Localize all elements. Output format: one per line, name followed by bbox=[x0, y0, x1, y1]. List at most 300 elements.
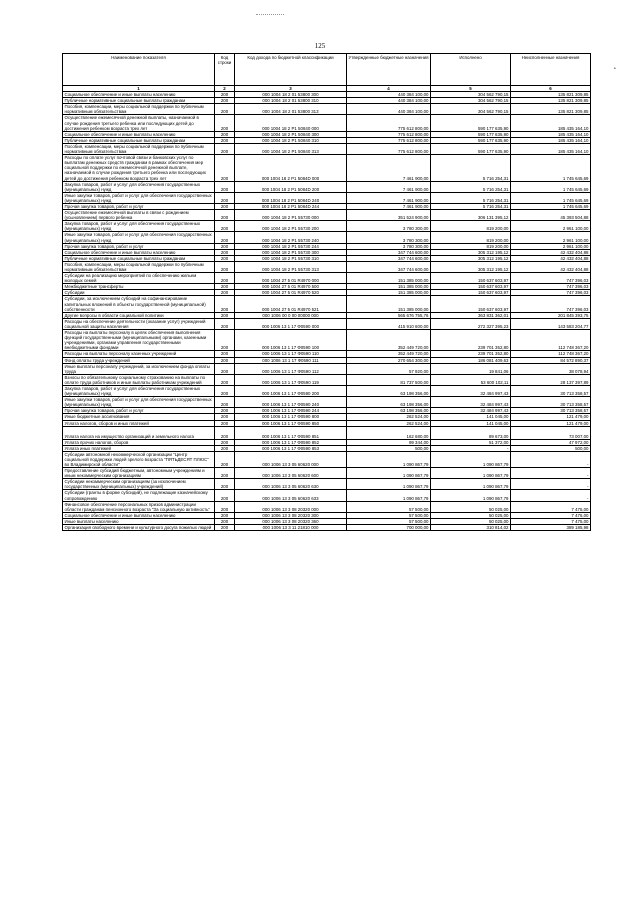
row-unexecuted: 30 713 358,57 bbox=[511, 408, 591, 414]
row-approved: 63 198 356,00 bbox=[347, 408, 431, 414]
row-executed: 239 701 352,80 bbox=[431, 330, 511, 351]
row-line-code: 200 bbox=[215, 232, 235, 243]
row-name: Закупка товаров, работ и услуг для обеспечения государственных (муниципальных) нужд bbox=[63, 221, 215, 232]
row-line-code: 200 bbox=[215, 426, 235, 439]
row-line-code: 200 bbox=[215, 363, 235, 374]
row-unexecuted: 185 435 164,10 bbox=[511, 115, 591, 131]
row-name: Публичные нормативные социальные выплаты гражданам bbox=[63, 255, 215, 261]
row-name: Пособия, компенсации, меры социальной поддержки по публичным нормативным обязательствам bbox=[63, 143, 215, 154]
row-executed: 50 025,00 bbox=[431, 512, 511, 518]
row-unexecuted: 73 007,00 bbox=[511, 426, 591, 439]
header-unexecuted: Неисполненные назначения bbox=[511, 54, 591, 86]
col-number: 5 bbox=[431, 86, 511, 92]
row-line-code: 200 bbox=[215, 518, 235, 524]
row-unexecuted: 1 745 645,69 bbox=[511, 192, 591, 203]
table-row bbox=[63, 501, 591, 512]
row-unexecuted: 7 475,00 bbox=[511, 518, 591, 524]
row-name: Расходы на выплаты персоналу казенных учреждений bbox=[63, 351, 215, 357]
row-executed: 50 025,00 bbox=[431, 501, 511, 512]
row-executed: 1 090 867,79 bbox=[431, 479, 511, 490]
row-budget-code: 000 1006 13 1 17 Ф0590 119 bbox=[235, 374, 347, 385]
row-line-code: 200 bbox=[215, 525, 235, 531]
row-line-code: 200 bbox=[215, 92, 235, 98]
row-executed: 590 177 635,90 bbox=[431, 131, 511, 137]
row-approved: 3 780 300,00 bbox=[347, 243, 431, 249]
row-executed: 819 200,00 bbox=[431, 232, 511, 243]
row-budget-code: 000 1004 27 5 01 R4970 520 bbox=[235, 290, 347, 296]
row-line-code: 200 bbox=[215, 374, 235, 385]
row-approved: 270 654 300,00 bbox=[347, 357, 431, 363]
row-line-code: 200 bbox=[215, 143, 235, 154]
row-name: Иные выплаты персоналу учреждений, за исключением фонда оплаты труда bbox=[63, 363, 215, 374]
table-row bbox=[63, 363, 591, 374]
row-unexecuted: 747 396,03 bbox=[511, 296, 591, 312]
row-approved: 81 737 500,00 bbox=[347, 374, 431, 385]
header-name: Наименование показателя bbox=[63, 54, 215, 86]
row-budget-code: 000 1004 18 2 P1 50840 310 bbox=[235, 137, 347, 143]
row-approved: 500,00 bbox=[347, 445, 431, 451]
row-unexecuted: 185 435 164,10 bbox=[511, 137, 591, 143]
row-executed: 141 045,00 bbox=[431, 420, 511, 426]
row-approved: 775 612 800,00 bbox=[347, 131, 431, 137]
row-line-code: 200 bbox=[215, 261, 235, 272]
row-unexecuted: - bbox=[511, 490, 591, 501]
row-unexecuted: 7 475,00 bbox=[511, 501, 591, 512]
row-unexecuted: 38 078,94 bbox=[511, 363, 591, 374]
row-name: Межбюджетные трансферты bbox=[63, 284, 215, 290]
row-name: Субсидии на реализацию мероприятий по обеспечению жильем молодых семей bbox=[63, 273, 215, 284]
col-number: 6 bbox=[511, 86, 591, 92]
row-name: Прочая закупка товаров, работ и услуг bbox=[63, 408, 215, 414]
row-executed: 304 562 790,15 bbox=[431, 92, 511, 98]
row-line-code: 200 bbox=[215, 203, 235, 209]
row-budget-code: 000 1004 18 2 P1 5084D 244 bbox=[235, 203, 347, 209]
row-approved: 775 612 800,00 bbox=[347, 143, 431, 154]
row-approved: 57 500,00 bbox=[347, 518, 431, 524]
row-unexecuted: 143 583 204,77 bbox=[511, 318, 591, 329]
row-name: Закупка товаров, работ и услуг для обеспечения государственных (муниципальных) нужд bbox=[63, 385, 215, 396]
row-unexecuted: 185 435 164,10 bbox=[511, 131, 591, 137]
col-number: 2 bbox=[215, 86, 235, 92]
row-line-code: 200 bbox=[215, 131, 235, 137]
row-line-code: 200 bbox=[215, 408, 235, 414]
row-executed: 239 701 352,80 bbox=[431, 351, 511, 357]
row-line-code: 200 bbox=[215, 351, 235, 357]
row-approved: 99 344,00 bbox=[347, 439, 431, 445]
row-approved: 700 000,00 bbox=[347, 525, 431, 531]
row-approved: 1 090 867,79 bbox=[347, 479, 431, 490]
row-name: Расходы на выплаты персоналу в целях обеспечения выполнения функций государственными (муниципальными) органами, казенными учреждениями, органами управления государственными внебюджетными фондами bbox=[63, 330, 215, 351]
col-number: 1 bbox=[63, 86, 215, 92]
row-line-code: 200 bbox=[215, 439, 235, 445]
row-budget-code: 000 1006 13 3 05 60620 630 bbox=[235, 479, 347, 490]
row-executed: 53 600 102,11 bbox=[431, 374, 511, 385]
row-budget-code: 000 1004 18 2 01 53800 313 bbox=[235, 104, 347, 115]
row-approved: 151 385 000,00 bbox=[347, 284, 431, 290]
row-budget-code: 000 1006 13 1 17 Ф0590 240 bbox=[235, 397, 347, 408]
header-approved: Утвержденные бюджетные назначения bbox=[347, 54, 431, 86]
table-row bbox=[63, 296, 591, 312]
row-budget-code: 000 1006 13 1 17 Ф0590 100 bbox=[235, 330, 347, 351]
row-name: Организация свободного времени и культурного досуга пожилых людей bbox=[63, 525, 215, 531]
margin-mark: • bbox=[614, 66, 616, 72]
row-budget-code: 000 1004 27 5 01 R4970 521 bbox=[235, 296, 347, 312]
row-executed: 1 090 867,79 bbox=[431, 490, 511, 501]
row-unexecuted: 1 745 645,69 bbox=[511, 155, 591, 181]
row-unexecuted: 30 713 358,57 bbox=[511, 385, 591, 396]
row-executed: 310 814,02 bbox=[431, 525, 511, 531]
row-budget-code: 000 1004 18 2 P1 50840 000 bbox=[235, 115, 347, 131]
row-name: Уплата налогов, сборов и иных платежей bbox=[63, 420, 215, 426]
row-line-code: 200 bbox=[215, 243, 235, 249]
table-row bbox=[63, 451, 591, 467]
row-executed: 50 025,00 bbox=[431, 518, 511, 524]
table-row bbox=[63, 181, 591, 192]
row-budget-code: 000 1006 13 1 17 Ф0590 800 bbox=[235, 414, 347, 420]
row-name: Пособия, компенсации, меры социальной поддержки по публичным нормативным обязательствам bbox=[63, 104, 215, 115]
row-approved: 7 461 900,00 bbox=[347, 203, 431, 209]
row-approved: 440 384 100,00 bbox=[347, 98, 431, 104]
row-budget-code: 000 1006 13 1 17 Ф0590 110 bbox=[235, 351, 347, 357]
row-executed: 819 200,00 bbox=[431, 221, 511, 232]
table-row bbox=[63, 273, 591, 284]
row-budget-code: 000 1006 13 3 05 60620 600 bbox=[235, 468, 347, 479]
row-approved: 63 198 356,00 bbox=[347, 397, 431, 408]
row-unexecuted: 47 972,00 bbox=[511, 439, 591, 445]
col-number: 3 bbox=[235, 86, 347, 92]
row-line-code: 200 bbox=[215, 414, 235, 420]
row-budget-code: 000 1006 13 1 17 Ф0590 112 bbox=[235, 363, 347, 374]
row-name: Иные бюджетные ассигнования bbox=[63, 414, 215, 420]
row-unexecuted: 500,00 bbox=[511, 445, 591, 451]
table-row bbox=[63, 490, 591, 501]
row-executed: 5 716 254,31 bbox=[431, 192, 511, 203]
row-name: Фонд оплаты труда учреждений bbox=[63, 357, 215, 363]
row-executed: 590 177 635,90 bbox=[431, 137, 511, 143]
row-budget-code: 000 1004 18 2 01 53800 310 bbox=[235, 98, 347, 104]
table-row bbox=[63, 261, 591, 272]
row-name: Субсидии автономной некоммерческой организации "Центр социальной поддержки людей зрелого возраста "ПЯТЬДЕСЯТ ПЛЮС" во Владимирской области" bbox=[63, 451, 215, 467]
row-unexecuted: 2 961 100,00 bbox=[511, 221, 591, 232]
row-name: Пособия, компенсации, меры социальной поддержки по публичным нормативным обязательствам bbox=[63, 261, 215, 272]
row-line-code: 200 bbox=[215, 330, 235, 351]
row-approved: 347 744 600,00 bbox=[347, 261, 431, 272]
table-row bbox=[63, 155, 591, 181]
table-row bbox=[63, 221, 591, 232]
row-name: Субсидии (гранты в форме субсидий), не подлежащие казначейскому сопровождению bbox=[63, 490, 215, 501]
table-row bbox=[63, 192, 591, 203]
row-budget-code: 000 1004 18 2 P1 55730 200 bbox=[235, 221, 347, 232]
row-unexecuted: 112 748 367,20 bbox=[511, 330, 591, 351]
row-approved: 57 500,00 bbox=[347, 512, 431, 518]
row-line-code: 200 bbox=[215, 468, 235, 479]
table-row bbox=[63, 232, 591, 243]
row-approved: 3 780 300,00 bbox=[347, 221, 431, 232]
row-line-code: 200 bbox=[215, 290, 235, 296]
row-budget-code: 000 1006 13 3 08 20320 000 bbox=[235, 501, 347, 512]
row-executed: 32 484 997,43 bbox=[431, 385, 511, 396]
row-unexecuted: 185 435 164,10 bbox=[511, 143, 591, 154]
row-budget-code: 000 1006 13 3 05 60620 633 bbox=[235, 490, 347, 501]
table-row bbox=[63, 385, 591, 396]
row-budget-code: 000 1004 18 2 P1 5084D 240 bbox=[235, 192, 347, 203]
row-unexecuted: 7 475,00 bbox=[511, 512, 591, 518]
row-name: Осуществление ежемесячной денежной выплаты, назначаемой в случае рождения третьего ребенка или последующих детей до достижения ребенком возраста трех лет bbox=[63, 115, 215, 131]
row-executed: 89 673,00 bbox=[431, 426, 511, 439]
row-unexecuted: 121 479,00 bbox=[511, 414, 591, 420]
budget-table bbox=[62, 53, 591, 531]
table-row bbox=[63, 143, 591, 154]
row-unexecuted: 201 845 393,75 bbox=[511, 312, 591, 318]
row-name: Другие вопросы в области социальной политики bbox=[63, 312, 215, 318]
row-budget-code: 000 1004 18 2 P1 55730 240 bbox=[235, 232, 347, 243]
table-row bbox=[63, 397, 591, 408]
row-unexecuted: 112 748 367,20 bbox=[511, 351, 591, 357]
row-executed: 51 372,00 bbox=[431, 439, 511, 445]
row-name: Уплата налога на имущество организаций и земельного налога bbox=[63, 426, 215, 439]
row-approved: 162 680,00 bbox=[347, 426, 431, 439]
row-name: Публичные нормативные социальные выплаты гражданам bbox=[63, 98, 215, 104]
row-line-code: 200 bbox=[215, 445, 235, 451]
row-name: Расходы по оплате услуг почтовой связи и банковских услуг по выплатам денежных средств гражданам в рамках обеспечения мер социальной поддержки по ежемесячной денежной выплате, назначаемой в случае рождения третьего ребенка или последующих детей до достижения ребенком возраста трех лет bbox=[63, 155, 215, 181]
row-line-code: 200 bbox=[215, 296, 235, 312]
row-name: Публичные нормативные социальные выплаты гражданам bbox=[63, 137, 215, 143]
row-approved: 440 384 100,00 bbox=[347, 92, 431, 98]
row-name: Субсидии некоммерческим организациям (за исключением государственных (муниципальных) учреждений) bbox=[63, 479, 215, 490]
row-budget-code: 000 1006 00 0 00 00000 000 bbox=[235, 312, 347, 318]
row-name: Иные закупки товаров, работ и услуг для обеспечения государственных (муниципальных) нужд bbox=[63, 232, 215, 243]
row-unexecuted: 135 821 309,85 bbox=[511, 98, 591, 104]
row-approved: 352 449 720,00 bbox=[347, 351, 431, 357]
row-approved: 1 090 867,79 bbox=[347, 451, 431, 467]
row-name: Субсидии bbox=[63, 290, 215, 296]
table-row bbox=[63, 525, 591, 531]
row-line-code: 200 bbox=[215, 397, 235, 408]
row-line-code: 200 bbox=[215, 181, 235, 192]
table-row bbox=[63, 426, 591, 439]
row-executed: 272 327 395,23 bbox=[431, 318, 511, 329]
row-approved: 775 612 800,00 bbox=[347, 115, 431, 131]
row-line-code: 200 bbox=[215, 501, 235, 512]
row-executed: 150 637 603,97 bbox=[431, 290, 511, 296]
row-unexecuted: 747 396,03 bbox=[511, 284, 591, 290]
table-row bbox=[63, 210, 591, 221]
row-executed: 19 841,06 bbox=[431, 363, 511, 374]
row-name: Социальное обеспечение и иные выплаты населению bbox=[63, 249, 215, 255]
row-unexecuted: - bbox=[511, 468, 591, 479]
row-unexecuted: 42 432 404,88 bbox=[511, 249, 591, 255]
row-budget-code: 000 1006 13 3 08 20320 300 bbox=[235, 512, 347, 518]
row-approved: 351 524 900,00 bbox=[347, 210, 431, 221]
header-line: Код строки bbox=[215, 54, 235, 86]
row-approved: 7 461 900,00 bbox=[347, 181, 431, 192]
row-executed: 150 637 603,97 bbox=[431, 273, 511, 284]
row-unexecuted: 135 821 309,85 bbox=[511, 92, 591, 98]
row-executed: 1 090 867,79 bbox=[431, 468, 511, 479]
row-approved: 3 780 300,00 bbox=[347, 232, 431, 243]
row-executed: 5 716 254,31 bbox=[431, 203, 511, 209]
row-name: Закупка товаров, работ и услуг для обеспечения государственных (муниципальных) нужд bbox=[63, 181, 215, 192]
row-budget-code: 000 1004 18 2 P1 50840 313 bbox=[235, 143, 347, 154]
row-unexecuted: 2 961 100,00 bbox=[511, 232, 591, 243]
table-row bbox=[63, 468, 591, 479]
row-budget-code: 000 1004 18 2 P1 55730 300 bbox=[235, 249, 347, 255]
row-executed: 1 090 867,79 bbox=[431, 451, 511, 467]
row-executed: 306 131 395,12 bbox=[431, 210, 511, 221]
row-unexecuted: 1 745 645,69 bbox=[511, 181, 591, 192]
row-approved: 1 090 867,79 bbox=[347, 468, 431, 479]
row-name: Иные выплаты населению bbox=[63, 518, 215, 524]
row-executed: 150 637 603,97 bbox=[431, 296, 511, 312]
row-unexecuted: 135 821 309,85 bbox=[511, 104, 591, 115]
row-budget-code: 000 1004 18 2 P1 50840 300 bbox=[235, 131, 347, 137]
row-line-code: 200 bbox=[215, 273, 235, 284]
row-approved: 1 090 867,79 bbox=[347, 490, 431, 501]
row-executed: 150 637 603,97 bbox=[431, 284, 511, 290]
row-executed: 305 312 195,12 bbox=[431, 261, 511, 272]
row-budget-code: 000 1006 13 1 17 Ф0590 200 bbox=[235, 385, 347, 396]
row-unexecuted: - bbox=[511, 451, 591, 467]
row-budget-code: 000 1004 27 5 01 R4970 500 bbox=[235, 284, 347, 290]
row-budget-code: 000 1006 13 1 17 Ф0590 852 bbox=[235, 439, 347, 445]
row-budget-code: 000 1004 18 2 P1 55730 310 bbox=[235, 255, 347, 261]
row-name: Предоставление субсидий бюджетным, автономным учреждениям и иным некоммерческим организациям bbox=[63, 468, 215, 479]
row-line-code: 200 bbox=[215, 104, 235, 115]
row-budget-code: 000 1006 13 1 17 Ф0590 000 bbox=[235, 318, 347, 329]
row-budget-code: 000 1006 13 3 11 21810 000 bbox=[235, 525, 347, 531]
row-budget-code: 000 1004 18 2 P1 55730 000 bbox=[235, 210, 347, 221]
row-name: Уплата прочих налогов, сборов bbox=[63, 439, 215, 445]
row-line-code: 200 bbox=[215, 490, 235, 501]
row-approved: 63 198 356,00 bbox=[347, 385, 431, 396]
row-executed: 305 312 195,12 bbox=[431, 255, 511, 261]
row-budget-code: 000 1004 18 2 P1 55730 313 bbox=[235, 261, 347, 272]
row-line-code: 200 bbox=[215, 318, 235, 329]
row-budget-code: 000 1004 27 5 01 R4970 000 bbox=[235, 273, 347, 284]
row-executed: 186 081 409,63 bbox=[431, 357, 511, 363]
row-name: Субсидии, за исключением субсидий на софинансирование капитальных вложений в объекты государственной (муниципальной) собственности bbox=[63, 296, 215, 312]
row-name: Прочая закупка товаров, работ и услуг bbox=[63, 243, 215, 249]
row-line-code: 200 bbox=[215, 249, 235, 255]
table-row bbox=[63, 479, 591, 490]
row-budget-code: 000 1006 13 3 08 20320 360 bbox=[235, 518, 347, 524]
row-approved: 151 385 000,00 bbox=[347, 290, 431, 296]
col-number: 4 bbox=[347, 86, 431, 92]
row-executed: 305 312 195,12 bbox=[431, 249, 511, 255]
row-executed: 590 177 635,90 bbox=[431, 115, 511, 131]
table-body bbox=[63, 92, 591, 531]
row-name: Прочая закупка товаров, работ и услуг bbox=[63, 203, 215, 209]
row-approved: 57 500,00 bbox=[347, 501, 431, 512]
row-executed: 590 177 635,90 bbox=[431, 143, 511, 154]
header-executed: Исполнено bbox=[431, 54, 511, 86]
row-budget-code: 000 1004 18 2 P1 5084D 000 bbox=[235, 155, 347, 181]
row-line-code: 200 bbox=[215, 210, 235, 221]
row-unexecuted: 1 745 645,69 bbox=[511, 203, 591, 209]
row-unexecuted: 45 393 504,88 bbox=[511, 210, 591, 221]
row-approved: 7 461 900,00 bbox=[347, 155, 431, 181]
row-budget-code: 000 1006 13 1 17 Ф0590 853 bbox=[235, 445, 347, 451]
row-unexecuted: 389 185,98 bbox=[511, 525, 591, 531]
row-approved: 7 461 900,00 bbox=[347, 192, 431, 203]
row-line-code: 200 bbox=[215, 255, 235, 261]
row-approved: 262 524,00 bbox=[347, 414, 431, 420]
row-name: Социальное обеспечение и иные выплаты населению bbox=[63, 512, 215, 518]
row-approved: 151 385 000,00 bbox=[347, 273, 431, 284]
row-executed: 32 484 997,43 bbox=[431, 397, 511, 408]
row-unexecuted: 2 961 100,00 bbox=[511, 243, 591, 249]
top-mark bbox=[256, 14, 284, 16]
row-budget-code: 000 1006 13 1 17 Ф0590 244 bbox=[235, 408, 347, 414]
row-executed: 304 562 790,15 bbox=[431, 104, 511, 115]
row-line-code: 200 bbox=[215, 284, 235, 290]
row-unexecuted: 121 479,00 bbox=[511, 420, 591, 426]
row-name: Иные закупки товаров, работ и услуг для обеспечения государственных (муниципальных) нужд bbox=[63, 397, 215, 408]
row-executed: 304 562 790,15 bbox=[431, 98, 511, 104]
row-approved: 440 384 100,00 bbox=[347, 104, 431, 115]
table-row bbox=[63, 330, 591, 351]
row-budget-code: 000 1006 13 1 17 Ф0590 850 bbox=[235, 420, 347, 426]
row-line-code: 200 bbox=[215, 357, 235, 363]
row-approved: 347 744 600,00 bbox=[347, 249, 431, 255]
table-row bbox=[63, 115, 591, 131]
header-code: Код дохода по бюджетной классификации bbox=[235, 54, 347, 86]
row-executed: 363 831 362,01 bbox=[431, 312, 511, 318]
row-name: Осуществление ежемесячной выплаты в связи с рождением (усыновлением) первого ребенка bbox=[63, 210, 215, 221]
table-row bbox=[63, 104, 591, 115]
row-line-code: 200 bbox=[215, 155, 235, 181]
row-budget-code: 000 1006 13 1 17 Ф0590 111 bbox=[235, 357, 347, 363]
row-approved: 565 676 755,76 bbox=[347, 312, 431, 318]
row-executed: 32 484 997,43 bbox=[431, 408, 511, 414]
row-unexecuted: 30 713 358,57 bbox=[511, 397, 591, 408]
row-budget-code: 000 1004 18 2 P1 55730 244 bbox=[235, 243, 347, 249]
row-budget-code: 000 1004 18 2 P1 5084D 200 bbox=[235, 181, 347, 192]
row-executed: 819 200,00 bbox=[431, 243, 511, 249]
header-row bbox=[63, 54, 591, 86]
row-line-code: 200 bbox=[215, 221, 235, 232]
row-approved: 57 920,00 bbox=[347, 363, 431, 374]
row-budget-code: 000 1006 13 3 05 60620 000 bbox=[235, 451, 347, 467]
row-approved: 151 385 000,00 bbox=[347, 296, 431, 312]
row-unexecuted: 84 572 890,37 bbox=[511, 357, 591, 363]
row-name: Финансовое обеспечение персональных призов администрации области гражданам пенсионного возраста "За социальную активность" bbox=[63, 501, 215, 512]
row-name: Социальное обеспечение и иные выплаты населению bbox=[63, 131, 215, 137]
row-name: Иные закупки товаров, работ и услуг для обеспечения государственных (муниципальных) нужд bbox=[63, 192, 215, 203]
row-unexecuted: 28 137 397,89 bbox=[511, 374, 591, 385]
table-row bbox=[63, 374, 591, 385]
row-approved: 262 524,00 bbox=[347, 420, 431, 426]
row-budget-code: 000 1006 13 1 17 Ф0590 851 bbox=[235, 426, 347, 439]
row-approved: 775 612 800,00 bbox=[347, 137, 431, 143]
row-name: Взносы по обязательному социальному страхованию на выплаты по оплате труда работников и иные выплаты работникам учреждений bbox=[63, 374, 215, 385]
row-unexecuted: - bbox=[511, 479, 591, 490]
row-line-code: 200 bbox=[215, 115, 235, 131]
table-row bbox=[63, 318, 591, 329]
row-executed: - bbox=[431, 445, 511, 451]
row-unexecuted: 42 432 404,88 bbox=[511, 255, 591, 261]
row-executed: 5 716 254,31 bbox=[431, 155, 511, 181]
row-approved: 352 449 720,00 bbox=[347, 330, 431, 351]
row-line-code: 200 bbox=[215, 451, 235, 467]
row-name: Уплата иных платежей bbox=[63, 445, 215, 451]
row-line-code: 200 bbox=[215, 312, 235, 318]
row-line-code: 200 bbox=[215, 137, 235, 143]
row-unexecuted: 42 432 404,88 bbox=[511, 261, 591, 272]
row-name: Расходы на обеспечение деятельности (оказание услуг) учреждений социальной защиты населения bbox=[63, 318, 215, 329]
row-unexecuted: 747 396,03 bbox=[511, 290, 591, 296]
row-executed: 141 045,00 bbox=[431, 414, 511, 420]
